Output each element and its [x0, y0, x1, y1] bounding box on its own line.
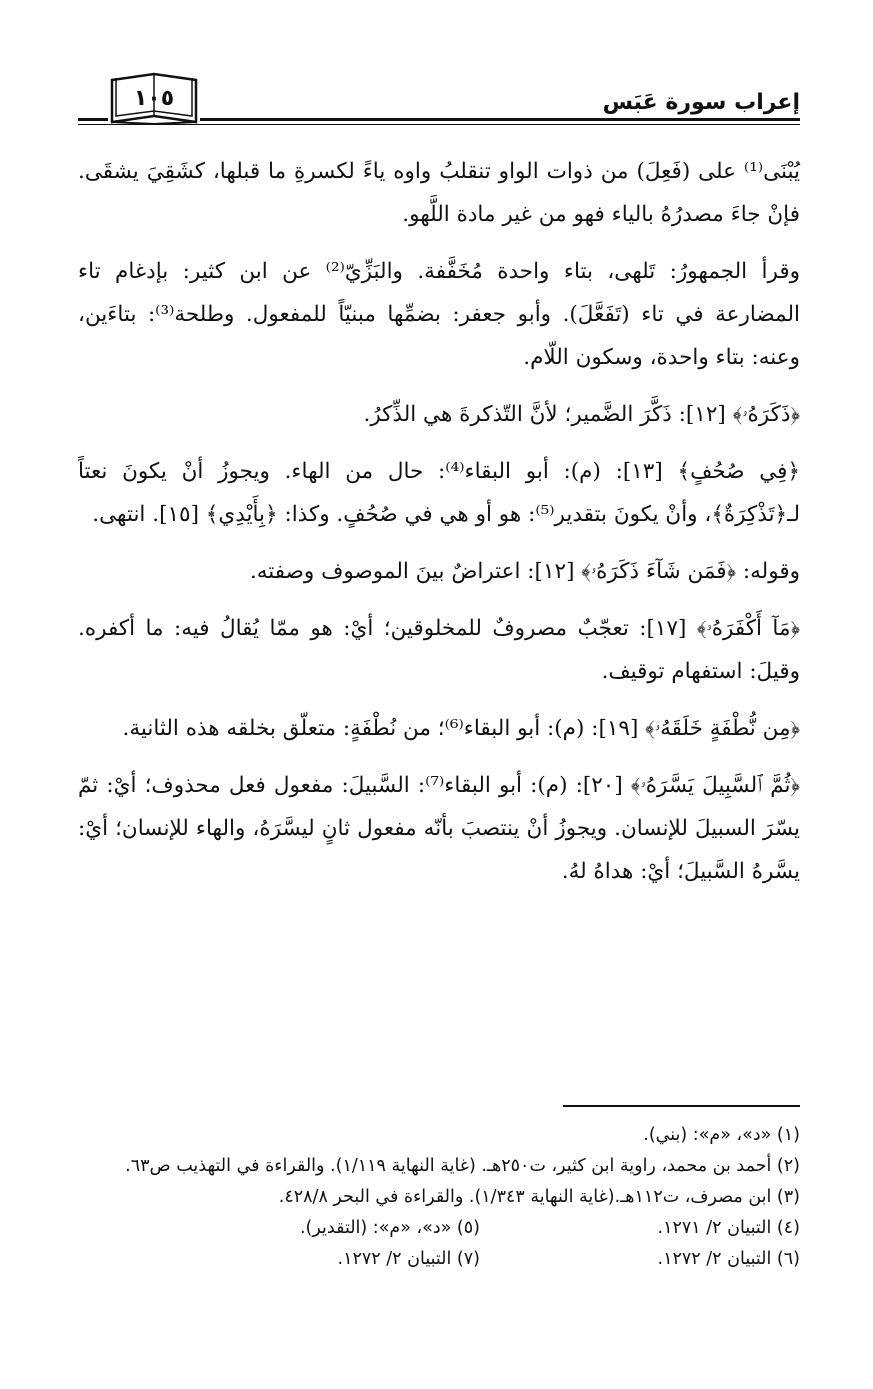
paragraph-3: ﴿ذَكَرَهُۥ﴾ [١٢]: ذَكَّرَ الضَّمير؛ لأنَّ التّذكرةَ هي الذِّكرُ.: [363, 402, 800, 427]
footnote-6: (٦) التبيان ٢/ ١٢٧٢.: [657, 1249, 800, 1269]
footnotes: [78, 1120, 800, 1275]
paragraph-2: وقرأ الجمهورُ: تَلهى، بتاء واحدة مُخَفَّفة. والبَزِّيّ⁽²⁾ عن ابن كثير: بإدغام تاء المضارعة في تاء (تَفَعَّلَ). وأبو جعفر: بضمِّها مبنيّاً للمفعول. وطلحة⁽³⁾: بتاءَين، وعنه: بتاء واحدة، وسكون اللّام.: [78, 259, 800, 370]
footnote-1: (١) «د»، «م»: (بني).: [643, 1125, 800, 1145]
page-header: [78, 60, 800, 130]
paragraph-5: وقوله: ﴿فَمَن شَآءَ ذَكَرَهُۥ﴾ [١٢]: اعتراضٌ بينَ الموصوف وصفته.: [249, 559, 800, 584]
paragraph-1: يُبْنَى⁽¹⁾ على (فَعِلَ) من ذوات الواو تنقلبُ واوه ياءً لكسرةِ ما قبلها، كشَقِيَ يشقَى. فإنْ جاءَ مصدرُهُ بالياء فهو من غير مادة اللَّهو.: [78, 159, 800, 227]
footnote-row: [78, 1244, 800, 1275]
footnote-row: [78, 1213, 800, 1244]
page-number: ١٠٥: [133, 86, 175, 111]
main-text: [78, 150, 800, 907]
footnote-2: (٢) أحمد بن محمد، راوية ابن كثير، ت٢٥٠هـ. (غاية النهاية ١/١١٩). والقراءة في التهذيب ص٦٣.: [125, 1156, 800, 1176]
paragraph-4: ﴿فِي صُحُفٍ﴾ [١٣]: (م): أبو البقاء⁽⁴⁾: حال من الهاء. ويجوزُ أنْ يكونَ نعتاً لـ﴿تَذْكِرَةٌ﴾، وأنْ يكونَ بتقدير⁽⁵⁾: هو أو هي في صُحُفٍ. وكذا: ﴿بِأَيْدِي﴾ [١٥]. انتهى.: [78, 459, 800, 527]
running-title: إعراب سورة عَبَس: [602, 90, 800, 115]
footnote-4: (٤) التبيان ٢/ ١٢٧١.: [657, 1218, 800, 1238]
footnote-3: (٣) ابن مصرف، ت١١٢هـ.(غاية النهاية ١/٣٤٣). والقراءة في البحر ٤٢٨/٨.: [278, 1187, 800, 1207]
paragraph-6: ﴿مَآ أَكْفَرَهُۥ﴾ [١٧]: تعجّبٌ مصروفٌ للمخلوقين؛ أيْ: هو ممّا يُقالُ فيه: ما أكفره. وقيلَ: استفهام توقيف.: [78, 616, 800, 684]
footnote-5: (٥) «د»، «م»: (التقدير).: [299, 1218, 480, 1238]
header-rule-thin: [78, 124, 800, 125]
paragraph-8: ﴿ثُمَّ ٱلسَّبِيلَ يَسَّرَهُۥ﴾ [٢٠]: (م): أبو البقاء⁽⁷⁾: السَّبيلَ: مفعول فعل محذوف؛ أيْ: ثمّ يسّرَ السبيلَ للإنسان. ويجوزُ أنْ ينتصبَ بأنّه مفعول ثانٍ ليسَّرَهُ، والهاء للإنسان؛ أيْ: يسَّرهُ السَّبيلَ؛ أيْ: هداهُ لهُ.: [78, 773, 801, 884]
page-number-badge: [108, 66, 200, 124]
footnote-separator: [563, 1105, 800, 1107]
paragraph-7: ﴿مِن نُّطْفَةٍ خَلَقَهُۥ﴾ [١٩]: (م): أبو البقاء⁽⁶⁾؛ من نُطْفَةٍ: متعلّق بخلقه هذه الثانية.: [122, 716, 800, 741]
footnote-7: (٧) التبيان ٢/ ١٢٧٢.: [337, 1249, 480, 1269]
